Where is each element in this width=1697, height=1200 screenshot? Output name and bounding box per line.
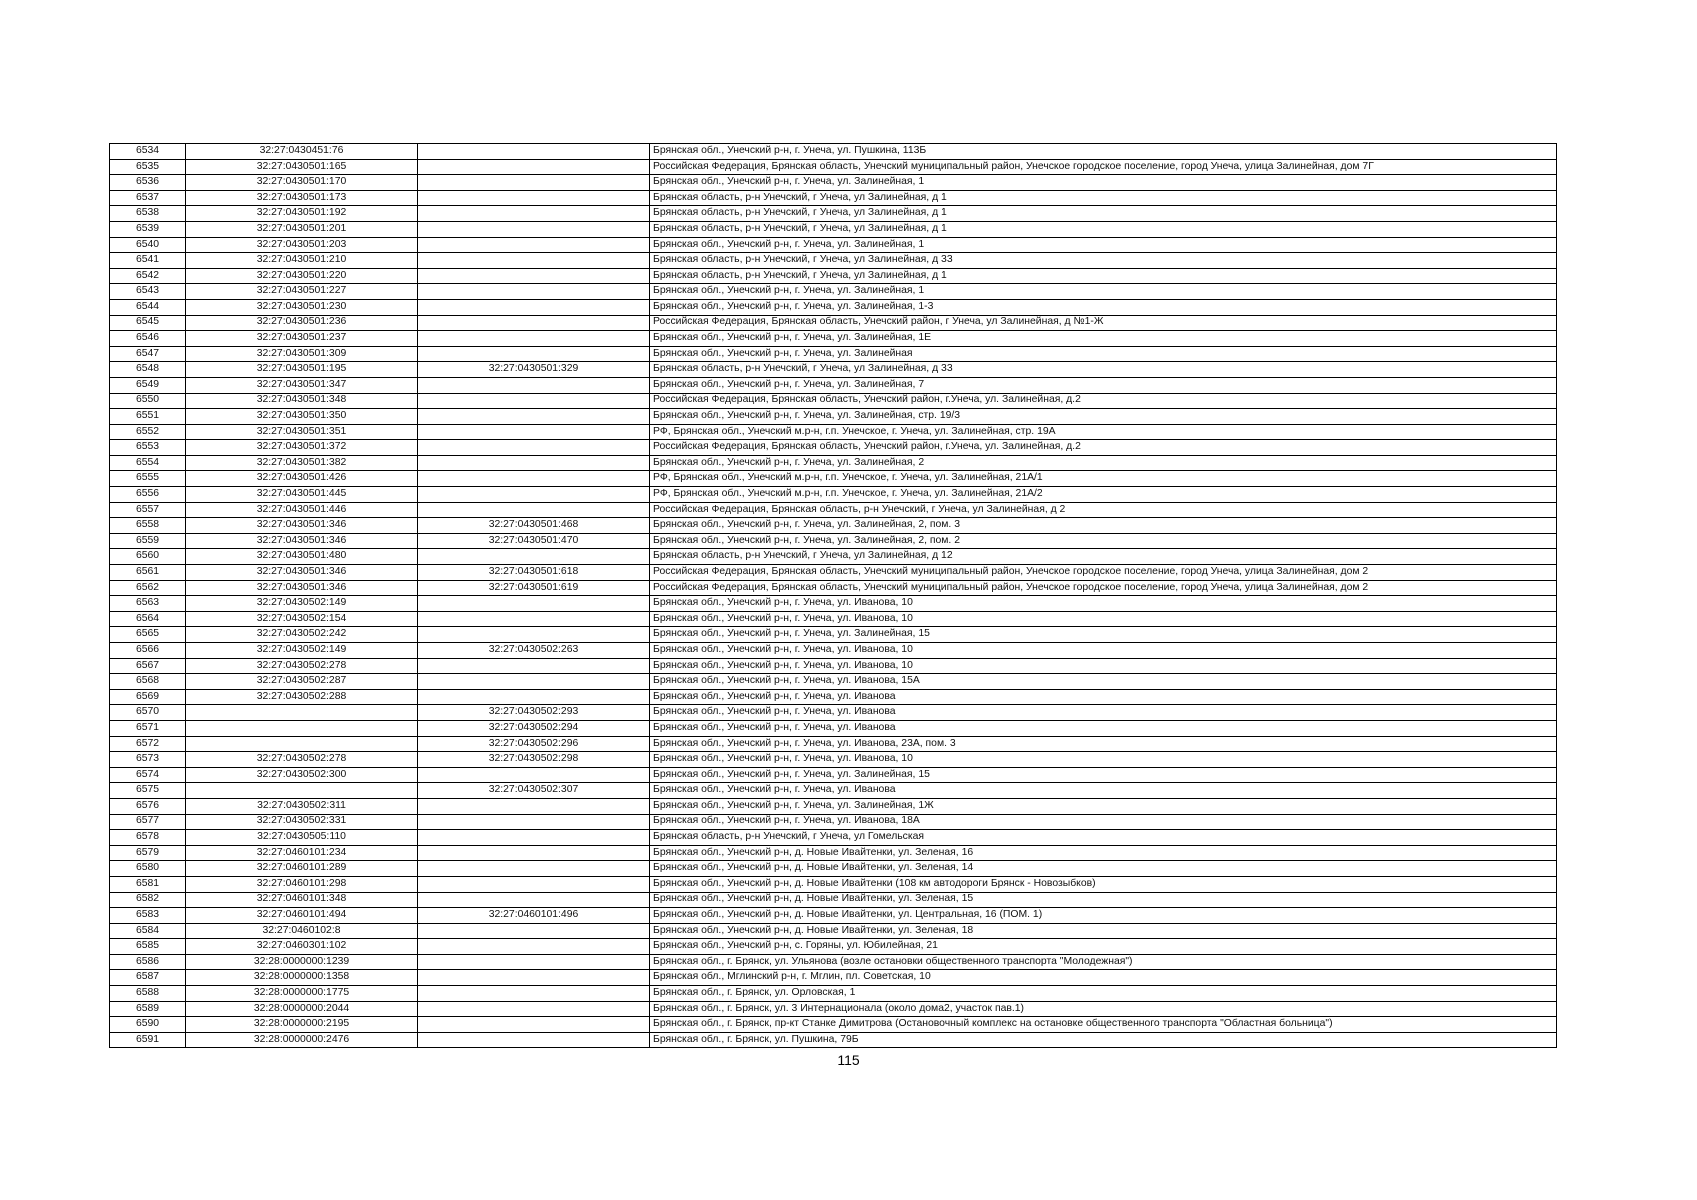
cadastral-number-cell: 32:28:0000000:2044 bbox=[186, 1001, 418, 1017]
address-cell: Брянская обл., Унечский р-н, д. Новые Ивайтенки, ул. Зеленая, 14 bbox=[650, 861, 1557, 877]
row-number-cell: 6572 bbox=[110, 736, 186, 752]
cadastral-number-cell: 32:27:0430501:203 bbox=[186, 237, 418, 253]
object-number-cell bbox=[418, 190, 650, 206]
cadastral-number-cell: 32:27:0460102:8 bbox=[186, 923, 418, 939]
table-row bbox=[110, 923, 1557, 939]
row-number-cell: 6551 bbox=[110, 409, 186, 425]
object-number-cell bbox=[418, 159, 650, 175]
cadastral-number-cell: 32:28:0000000:1358 bbox=[186, 970, 418, 986]
cadastral-number-cell: 32:27:0430502:300 bbox=[186, 767, 418, 783]
cadastral-number-cell: 32:27:0430501:348 bbox=[186, 393, 418, 409]
object-number-cell bbox=[418, 221, 650, 237]
cadastral-number-cell: 32:27:0460101:289 bbox=[186, 861, 418, 877]
row-number-cell: 6565 bbox=[110, 627, 186, 643]
table-row bbox=[110, 159, 1557, 175]
row-number-cell: 6544 bbox=[110, 299, 186, 315]
object-number-cell: 32:27:0430501:470 bbox=[418, 533, 650, 549]
table-row bbox=[110, 643, 1557, 659]
object-number-cell bbox=[418, 830, 650, 846]
table-row bbox=[110, 549, 1557, 565]
cadastral-number-cell bbox=[186, 720, 418, 736]
row-number-cell: 6541 bbox=[110, 253, 186, 269]
cadastral-number-cell: 32:28:0000000:1239 bbox=[186, 954, 418, 970]
address-cell: РФ, Брянская обл., Унечский м.р-н, г.п. Унечское, г. Унеча, ул. Залинейная, 21А/2 bbox=[650, 487, 1557, 503]
row-number-cell: 6549 bbox=[110, 377, 186, 393]
cadastral-number-cell: 32:27:0430502:288 bbox=[186, 689, 418, 705]
address-cell: Брянская обл., Унечский р-н, г. Унеча, ул. Иванова, 10 bbox=[650, 643, 1557, 659]
object-number-cell bbox=[418, 315, 650, 331]
object-number-cell bbox=[418, 970, 650, 986]
address-cell: Брянская обл., г. Брянск, пр-кт Станке Димитрова (Остановочный комплекс на остановке общественного транспорта "Областная больница") bbox=[650, 1017, 1557, 1033]
cadastral-number-cell: 32:27:0460101:494 bbox=[186, 908, 418, 924]
table-row bbox=[110, 237, 1557, 253]
row-number-cell: 6553 bbox=[110, 440, 186, 456]
table-row bbox=[110, 767, 1557, 783]
address-cell: Брянская обл., Мглинский р-н, г. Мглин, пл. Советская, 10 bbox=[650, 970, 1557, 986]
row-number-cell: 6569 bbox=[110, 689, 186, 705]
row-number-cell: 6556 bbox=[110, 487, 186, 503]
row-number-cell: 6555 bbox=[110, 471, 186, 487]
cadastral-number-cell: 32:27:0430501:347 bbox=[186, 377, 418, 393]
table-row bbox=[110, 736, 1557, 752]
object-number-cell bbox=[418, 144, 650, 160]
row-number-cell: 6586 bbox=[110, 954, 186, 970]
address-cell: Брянская область, р-н Унечский, г Унеча, ул Залинейная, д 1 bbox=[650, 206, 1557, 222]
cadastral-number-cell: 32:27:0430502:287 bbox=[186, 674, 418, 690]
row-number-cell: 6560 bbox=[110, 549, 186, 565]
cadastral-number-cell: 32:27:0430501:170 bbox=[186, 175, 418, 191]
row-number-cell: 6580 bbox=[110, 861, 186, 877]
address-cell: РФ, Брянская обл., Унечский м.р-н, г.п. Унечское, г. Унеча, ул. Залинейная, 21А/1 bbox=[650, 471, 1557, 487]
cadastral-number-cell: 32:27:0430501:372 bbox=[186, 440, 418, 456]
address-cell: Брянская обл., Унечский р-н, г. Унеча, ул. Залинейная, 1 bbox=[650, 175, 1557, 191]
address-cell: Брянская обл., Унечский р-н, г. Унеча, ул. Иванова bbox=[650, 705, 1557, 721]
object-number-cell bbox=[418, 767, 650, 783]
table-row bbox=[110, 689, 1557, 705]
object-number-cell bbox=[418, 424, 650, 440]
table-row bbox=[110, 861, 1557, 877]
address-cell: Брянская обл., Унечский р-н, г. Унеча, ул. Залинейная, 1-3 bbox=[650, 299, 1557, 315]
object-number-cell bbox=[418, 393, 650, 409]
table-row bbox=[110, 206, 1557, 222]
table-row bbox=[110, 752, 1557, 768]
address-cell: Брянская обл., Унечский р-н, г. Унеча, ул. Иванова, 10 bbox=[650, 611, 1557, 627]
object-number-cell bbox=[418, 455, 650, 471]
row-number-cell: 6537 bbox=[110, 190, 186, 206]
table-row bbox=[110, 580, 1557, 596]
object-number-cell bbox=[418, 175, 650, 191]
row-number-cell: 6573 bbox=[110, 752, 186, 768]
table-row bbox=[110, 876, 1557, 892]
cadastral-number-cell: 32:27:0430502:311 bbox=[186, 798, 418, 814]
row-number-cell: 6540 bbox=[110, 237, 186, 253]
object-number-cell bbox=[418, 346, 650, 362]
address-cell: Брянская обл., Унечский р-н, д. Новые Ивайтенки, ул. Зеленая, 16 bbox=[650, 845, 1557, 861]
cadastral-number-cell: 32:27:0430501:346 bbox=[186, 580, 418, 596]
object-number-cell bbox=[418, 861, 650, 877]
address-cell: РФ, Брянская обл., Унечский м.р-н, г.п. Унечское, г. Унеча, ул. Залинейная, стр. 19А bbox=[650, 424, 1557, 440]
row-number-cell: 6584 bbox=[110, 923, 186, 939]
address-cell: Брянская обл., Унечский р-н, г. Унеча, ул. Иванова, 10 bbox=[650, 658, 1557, 674]
table-row bbox=[110, 455, 1557, 471]
table-row bbox=[110, 1001, 1557, 1017]
address-cell: Российская Федерация, Брянская область, р-н Унечский, г Унеча, ул Залинейная, д 2 bbox=[650, 502, 1557, 518]
address-cell: Брянская обл., Унечский р-н, г. Унеча, ул. Иванова bbox=[650, 720, 1557, 736]
address-cell: Брянская обл., Унечский р-н, г. Унеча, ул. Иванова, 23А, пом. 3 bbox=[650, 736, 1557, 752]
page-number: 115 bbox=[837, 1052, 860, 1068]
table-row bbox=[110, 175, 1557, 191]
row-number-cell: 6571 bbox=[110, 720, 186, 736]
object-number-cell bbox=[418, 611, 650, 627]
cadastral-number-cell: 32:27:0430501:230 bbox=[186, 299, 418, 315]
cadastral-number-cell: 32:27:0430501:227 bbox=[186, 284, 418, 300]
table-row bbox=[110, 627, 1557, 643]
row-number-cell: 6583 bbox=[110, 908, 186, 924]
object-number-cell bbox=[418, 268, 650, 284]
address-cell: Российская Федерация, Брянская область, Унечский район, г.Унеча, ул. Залинейная, д.2 bbox=[650, 393, 1557, 409]
cadastral-number-cell: 32:27:0430502:242 bbox=[186, 627, 418, 643]
address-cell: Брянская область, р-н Унечский, г Унеча, ул Залинейная, д 1 bbox=[650, 190, 1557, 206]
cadastral-number-cell: 32:27:0430501:210 bbox=[186, 253, 418, 269]
object-number-cell bbox=[418, 377, 650, 393]
object-number-cell bbox=[418, 798, 650, 814]
object-number-cell bbox=[418, 440, 650, 456]
object-number-cell: 32:27:0430502:294 bbox=[418, 720, 650, 736]
cadastral-number-cell: 32:27:0430502:149 bbox=[186, 596, 418, 612]
address-cell: Брянская обл., Унечский р-н, г. Унеча, ул. Залинейная, 15 bbox=[650, 767, 1557, 783]
cadastral-number-cell: 32:27:0460301:102 bbox=[186, 939, 418, 955]
address-cell: Брянская обл., Унечский р-н, г. Унеча, ул. Иванова, 10 bbox=[650, 596, 1557, 612]
table-row bbox=[110, 798, 1557, 814]
address-cell: Брянская обл., Унечский р-н, г. Унеча, ул. Залинейная, 7 bbox=[650, 377, 1557, 393]
table-row bbox=[110, 611, 1557, 627]
object-number-cell bbox=[418, 284, 650, 300]
object-number-cell bbox=[418, 502, 650, 518]
table-row bbox=[110, 705, 1557, 721]
table-row bbox=[110, 268, 1557, 284]
table-row bbox=[110, 674, 1557, 690]
row-number-cell: 6577 bbox=[110, 814, 186, 830]
cadastral-number-cell bbox=[186, 736, 418, 752]
table-row bbox=[110, 409, 1557, 425]
table-row bbox=[110, 830, 1557, 846]
table-row bbox=[110, 502, 1557, 518]
document-page bbox=[109, 143, 1556, 1048]
row-number-cell: 6564 bbox=[110, 611, 186, 627]
cadastral-number-cell: 32:27:0430502:278 bbox=[186, 658, 418, 674]
address-cell: Брянская область, р-н Унечский, г Унеча, ул Залинейная, д 33 bbox=[650, 253, 1557, 269]
cadastral-number-cell: 32:27:0430501:351 bbox=[186, 424, 418, 440]
object-number-cell bbox=[418, 876, 650, 892]
table-row bbox=[110, 393, 1557, 409]
address-cell: Брянская обл., Унечский р-н, г. Унеча, ул. Иванова, 15А bbox=[650, 674, 1557, 690]
table-row bbox=[110, 299, 1557, 315]
cadastral-number-cell: 32:28:0000000:1775 bbox=[186, 986, 418, 1002]
table-row bbox=[110, 190, 1557, 206]
address-cell: Брянская обл., г. Брянск, ул. Пушкина, 79Б bbox=[650, 1032, 1557, 1048]
row-number-cell: 6538 bbox=[110, 206, 186, 222]
row-number-cell: 6570 bbox=[110, 705, 186, 721]
table-row bbox=[110, 471, 1557, 487]
table-row bbox=[110, 1032, 1557, 1048]
cadastral-number-cell: 32:27:0430501:480 bbox=[186, 549, 418, 565]
address-cell: Российская Федерация, Брянская область, Унечский район, г.Унеча, ул. Залинейная, д.2 bbox=[650, 440, 1557, 456]
address-cell: Брянская область, р-н Унечский, г Унеча, ул Залинейная, д 33 bbox=[650, 362, 1557, 378]
row-number-cell: 6554 bbox=[110, 455, 186, 471]
table-row bbox=[110, 533, 1557, 549]
cadastral-number-cell: 32:27:0430501:173 bbox=[186, 190, 418, 206]
table-row bbox=[110, 253, 1557, 269]
row-number-cell: 6574 bbox=[110, 767, 186, 783]
address-cell: Брянская обл., Унечский р-н, г. Унеча, ул. Залинейная, 1Ж bbox=[650, 798, 1557, 814]
registry-table bbox=[109, 143, 1557, 1048]
address-cell: Брянская обл., Унечский р-н, г. Унеча, ул. Залинейная, 15 bbox=[650, 627, 1557, 643]
cadastral-number-cell: 32:27:0430501:309 bbox=[186, 346, 418, 362]
address-cell: Брянская обл., Унечский р-н, г. Унеча, ул. Иванова bbox=[650, 783, 1557, 799]
row-number-cell: 6563 bbox=[110, 596, 186, 612]
table-row bbox=[110, 331, 1557, 347]
table-row bbox=[110, 315, 1557, 331]
object-number-cell bbox=[418, 1001, 650, 1017]
table-row bbox=[110, 986, 1557, 1002]
table-row bbox=[110, 377, 1557, 393]
cadastral-number-cell: 32:27:0430502:154 bbox=[186, 611, 418, 627]
cadastral-number-cell: 32:27:0430502:331 bbox=[186, 814, 418, 830]
row-number-cell: 6562 bbox=[110, 580, 186, 596]
table-row bbox=[110, 440, 1557, 456]
object-number-cell: 32:27:0430502:263 bbox=[418, 643, 650, 659]
table-row bbox=[110, 596, 1557, 612]
address-cell: Брянская область, р-н Унечский, г Унеча, ул Залинейная, д 12 bbox=[650, 549, 1557, 565]
address-cell: Брянская обл., г. Брянск, ул. 3 Интернационала (около дома2, участок пав.1) bbox=[650, 1001, 1557, 1017]
address-cell: Брянская область, р-н Унечский, г Унеча, ул Залинейная, д 1 bbox=[650, 221, 1557, 237]
table-row bbox=[110, 954, 1557, 970]
cadastral-number-cell: 32:27:0430501:426 bbox=[186, 471, 418, 487]
row-number-cell: 6585 bbox=[110, 939, 186, 955]
row-number-cell: 6552 bbox=[110, 424, 186, 440]
cadastral-number-cell: 32:27:0430501:201 bbox=[186, 221, 418, 237]
address-cell: Брянская обл., Унечский р-н, г. Унеча, ул. Залинейная, 2, пом. 2 bbox=[650, 533, 1557, 549]
row-number-cell: 6545 bbox=[110, 315, 186, 331]
row-number-cell: 6590 bbox=[110, 1017, 186, 1033]
object-number-cell bbox=[418, 299, 650, 315]
row-number-cell: 6578 bbox=[110, 830, 186, 846]
cadastral-number-cell: 32:27:0430501:220 bbox=[186, 268, 418, 284]
object-number-cell bbox=[418, 814, 650, 830]
table-row bbox=[110, 814, 1557, 830]
row-number-cell: 6548 bbox=[110, 362, 186, 378]
table-row bbox=[110, 720, 1557, 736]
address-cell: Брянская обл., Унечский р-н, г. Унеча, ул. Залинейная, стр. 19/3 bbox=[650, 409, 1557, 425]
address-cell: Брянская обл., Унечский р-н, г. Унеча, ул. Залинейная, 1 bbox=[650, 284, 1557, 300]
registry-table-body bbox=[110, 144, 1557, 1048]
table-row bbox=[110, 908, 1557, 924]
row-number-cell: 6588 bbox=[110, 986, 186, 1002]
cadastral-number-cell: 32:27:0430451:76 bbox=[186, 144, 418, 160]
table-row bbox=[110, 362, 1557, 378]
object-number-cell bbox=[418, 954, 650, 970]
row-number-cell: 6567 bbox=[110, 658, 186, 674]
address-cell: Российская Федерация, Брянская область, Унечский муниципальный район, Унечское городское поселение, город Унеча, улица Залинейная, дом 2 bbox=[650, 580, 1557, 596]
object-number-cell bbox=[418, 627, 650, 643]
cadastral-number-cell: 32:27:0430501:192 bbox=[186, 206, 418, 222]
row-number-cell: 6566 bbox=[110, 643, 186, 659]
address-cell: Брянская обл., Унечский р-н, с. Горяны, ул. Юбилейная, 21 bbox=[650, 939, 1557, 955]
table-row bbox=[110, 845, 1557, 861]
cadastral-number-cell: 32:27:0430501:346 bbox=[186, 533, 418, 549]
row-number-cell: 6591 bbox=[110, 1032, 186, 1048]
address-cell: Российская Федерация, Брянская область, Унечский район, г Унеча, ул Залинейная, д №1-Ж bbox=[650, 315, 1557, 331]
table-row bbox=[110, 783, 1557, 799]
object-number-cell: 32:27:0430501:618 bbox=[418, 565, 650, 581]
cadastral-number-cell: 32:27:0430501:350 bbox=[186, 409, 418, 425]
row-number-cell: 6557 bbox=[110, 502, 186, 518]
row-number-cell: 6575 bbox=[110, 783, 186, 799]
address-cell: Брянская обл., Унечский р-н, г. Унеча, ул. Залинейная, 2 bbox=[650, 455, 1557, 471]
address-cell: Брянская обл., Унечский р-н, д. Новые Ивайтенки, ул. Центральная, 16 (ПОМ. 1) bbox=[650, 908, 1557, 924]
row-number-cell: 6561 bbox=[110, 565, 186, 581]
row-number-cell: 6546 bbox=[110, 331, 186, 347]
object-number-cell: 32:27:0430501:329 bbox=[418, 362, 650, 378]
cadastral-number-cell: 32:27:0460101:348 bbox=[186, 892, 418, 908]
object-number-cell bbox=[418, 237, 650, 253]
table-row bbox=[110, 284, 1557, 300]
cadastral-number-cell: 32:27:0430501:237 bbox=[186, 331, 418, 347]
address-cell: Брянская обл., Унечский р-н, г. Унеча, ул. Иванова, 18А bbox=[650, 814, 1557, 830]
address-cell: Брянская обл., Унечский р-н, г. Унеча, ул. Залинейная, 1 bbox=[650, 237, 1557, 253]
address-cell: Российская Федерация, Брянская область, Унечский муниципальный район, Унечское городское поселение, город Унеча, улица Залинейная, дом 7Г bbox=[650, 159, 1557, 175]
row-number-cell: 6539 bbox=[110, 221, 186, 237]
cadastral-number-cell: 32:27:0430501:195 bbox=[186, 362, 418, 378]
table-row bbox=[110, 518, 1557, 534]
address-cell: Брянская область, р-н Унечский, г Унеча, ул Гомельская bbox=[650, 830, 1557, 846]
row-number-cell: 6559 bbox=[110, 533, 186, 549]
address-cell: Брянская обл., Унечский р-н, г. Унеча, ул. Залинейная, 1Е bbox=[650, 331, 1557, 347]
address-cell: Брянская обл., Унечский р-н, д. Новые Ивайтенки, ул. Зеленая, 15 bbox=[650, 892, 1557, 908]
row-number-cell: 6534 bbox=[110, 144, 186, 160]
cadastral-number-cell: 32:27:0430501:445 bbox=[186, 487, 418, 503]
row-number-cell: 6535 bbox=[110, 159, 186, 175]
address-cell: Российская Федерация, Брянская область, Унечский муниципальный район, Унечское городское поселение, город Унеча, улица Залинейная, дом 2 bbox=[650, 565, 1557, 581]
table-row bbox=[110, 487, 1557, 503]
address-cell: Брянская обл., Унечский р-н, д. Новые Ивайтенки, ул. Зеленая, 18 bbox=[650, 923, 1557, 939]
object-number-cell: 32:27:0430502:296 bbox=[418, 736, 650, 752]
cadastral-number-cell bbox=[186, 705, 418, 721]
object-number-cell: 32:27:0460101:496 bbox=[418, 908, 650, 924]
cadastral-number-cell: 32:27:0430501:446 bbox=[186, 502, 418, 518]
row-number-cell: 6536 bbox=[110, 175, 186, 191]
object-number-cell bbox=[418, 206, 650, 222]
object-number-cell: 32:27:0430502:293 bbox=[418, 705, 650, 721]
row-number-cell: 6587 bbox=[110, 970, 186, 986]
cadastral-number-cell bbox=[186, 783, 418, 799]
object-number-cell bbox=[418, 487, 650, 503]
address-cell: Брянская обл., Унечский р-н, г. Унеча, ул. Пушкина, 113Б bbox=[650, 144, 1557, 160]
object-number-cell bbox=[418, 658, 650, 674]
row-number-cell: 6576 bbox=[110, 798, 186, 814]
cadastral-number-cell: 32:28:0000000:2195 bbox=[186, 1017, 418, 1033]
object-number-cell: 32:27:0430501:619 bbox=[418, 580, 650, 596]
table-row bbox=[110, 939, 1557, 955]
object-number-cell bbox=[418, 1032, 650, 1048]
object-number-cell bbox=[418, 939, 650, 955]
row-number-cell: 6550 bbox=[110, 393, 186, 409]
table-row bbox=[110, 424, 1557, 440]
cadastral-number-cell: 32:27:0460101:234 bbox=[186, 845, 418, 861]
row-number-cell: 6543 bbox=[110, 284, 186, 300]
address-cell: Брянская область, р-н Унечский, г Унеча, ул Залинейная, д 1 bbox=[650, 268, 1557, 284]
row-number-cell: 6579 bbox=[110, 845, 186, 861]
table-row bbox=[110, 1017, 1557, 1033]
table-row bbox=[110, 221, 1557, 237]
object-number-cell: 32:27:0430502:298 bbox=[418, 752, 650, 768]
object-number-cell bbox=[418, 689, 650, 705]
cadastral-number-cell: 32:27:0430501:382 bbox=[186, 455, 418, 471]
row-number-cell: 6558 bbox=[110, 518, 186, 534]
table-row bbox=[110, 970, 1557, 986]
object-number-cell bbox=[418, 331, 650, 347]
table-row bbox=[110, 565, 1557, 581]
cadastral-number-cell: 32:27:0430505:110 bbox=[186, 830, 418, 846]
address-cell: Брянская обл., Унечский р-н, г. Унеча, ул. Залинейная bbox=[650, 346, 1557, 362]
cadastral-number-cell: 32:27:0430501:236 bbox=[186, 315, 418, 331]
object-number-cell bbox=[418, 471, 650, 487]
address-cell: Брянская обл., Унечский р-н, г. Унеча, ул. Залинейная, 2, пом. 3 bbox=[650, 518, 1557, 534]
table-row bbox=[110, 658, 1557, 674]
object-number-cell bbox=[418, 253, 650, 269]
row-number-cell: 6589 bbox=[110, 1001, 186, 1017]
row-number-cell: 6568 bbox=[110, 674, 186, 690]
row-number-cell: 6547 bbox=[110, 346, 186, 362]
cadastral-number-cell: 32:27:0430501:165 bbox=[186, 159, 418, 175]
table-row bbox=[110, 346, 1557, 362]
cadastral-number-cell: 32:27:0460101:298 bbox=[186, 876, 418, 892]
cadastral-number-cell: 32:27:0430501:346 bbox=[186, 565, 418, 581]
object-number-cell bbox=[418, 1017, 650, 1033]
cadastral-number-cell: 32:27:0430502:278 bbox=[186, 752, 418, 768]
row-number-cell: 6582 bbox=[110, 892, 186, 908]
address-cell: Брянская обл., Унечский р-н, г. Унеча, ул. Иванова bbox=[650, 689, 1557, 705]
row-number-cell: 6581 bbox=[110, 876, 186, 892]
address-cell: Брянская обл., г. Брянск, ул. Ульянова (возле остановки общественного транспорта "Молодежная") bbox=[650, 954, 1557, 970]
object-number-cell: 32:27:0430502:307 bbox=[418, 783, 650, 799]
cadastral-number-cell: 32:27:0430501:346 bbox=[186, 518, 418, 534]
object-number-cell bbox=[418, 923, 650, 939]
address-cell: Брянская обл., г. Брянск, ул. Орловская, 1 bbox=[650, 986, 1557, 1002]
object-number-cell bbox=[418, 674, 650, 690]
object-number-cell bbox=[418, 409, 650, 425]
table-row bbox=[110, 144, 1557, 160]
address-cell: Брянская обл., Унечский р-н, г. Унеча, ул. Иванова, 10 bbox=[650, 752, 1557, 768]
object-number-cell bbox=[418, 986, 650, 1002]
table-row bbox=[110, 892, 1557, 908]
cadastral-number-cell: 32:27:0430502:149 bbox=[186, 643, 418, 659]
object-number-cell bbox=[418, 845, 650, 861]
object-number-cell: 32:27:0430501:468 bbox=[418, 518, 650, 534]
address-cell: Брянская обл., Унечский р-н, д. Новые Ивайтенки (108 км автодороги Брянск - Новозыбков) bbox=[650, 876, 1557, 892]
object-number-cell bbox=[418, 596, 650, 612]
cadastral-number-cell: 32:28:0000000:2476 bbox=[186, 1032, 418, 1048]
object-number-cell bbox=[418, 892, 650, 908]
object-number-cell bbox=[418, 549, 650, 565]
row-number-cell: 6542 bbox=[110, 268, 186, 284]
